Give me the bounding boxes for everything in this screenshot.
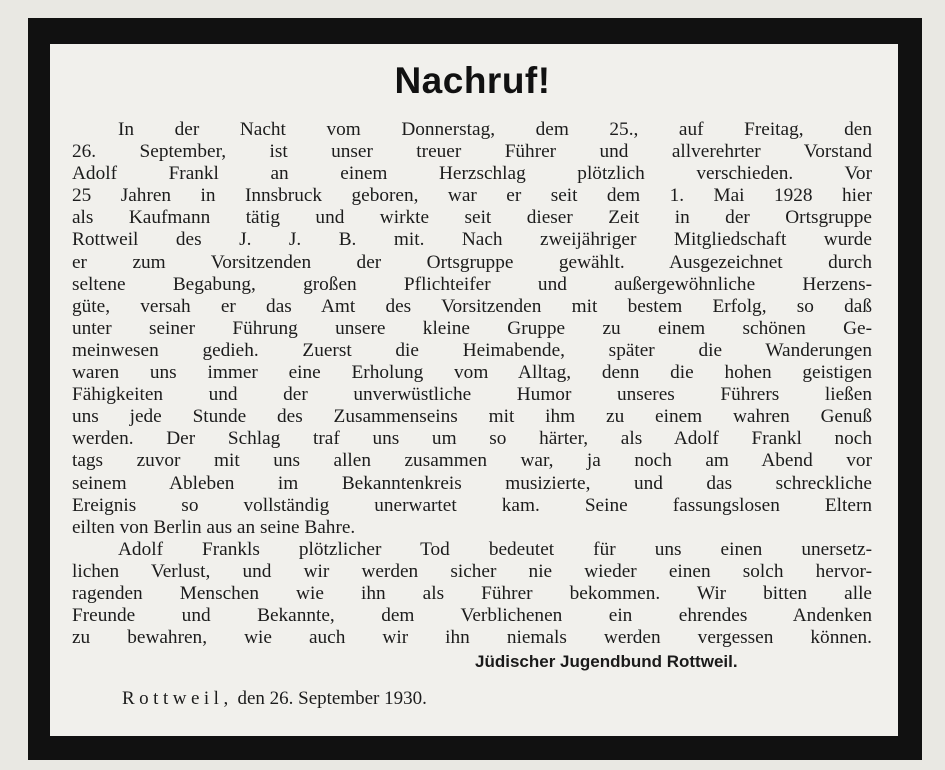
frame-top-border	[28, 18, 922, 44]
text-line: Adolf Frankls plötzlicher Tod bedeutet für uns einen unersetz-	[118, 538, 872, 560]
text-line: tags zuvor mit uns allen zusammen war, ja noch am Abend vor	[72, 450, 872, 472]
dateline	[122, 688, 427, 710]
notice-title: Nachruf!	[394, 60, 551, 101]
frame-right-border	[898, 18, 922, 760]
text-line: uns jede Stunde des Zusammenseins mit ihm zu einem wahren Genuß	[72, 406, 872, 428]
text-line: ragenden Menschen wie ihn als Führer bekommen. Wir bitten alle	[72, 582, 872, 604]
frame-bottom-border	[32, 736, 922, 760]
text-line: meinwesen gedieh. Zuerst die Heimabende, später die Wanderungen	[72, 339, 872, 361]
text-line: er zum Vorsitzenden der Ortsgruppe gewählt. Ausgezeichnet durch	[72, 251, 872, 273]
text-line: seinem Ableben im Bekanntenkreis musizierte, und das schreckliche	[72, 472, 872, 494]
dateline-place: Rottweil,	[122, 688, 233, 709]
text-line: Ereignis so vollständig unerwartet kam. Seine fassungslosen Eltern	[72, 494, 872, 516]
notice-body	[72, 119, 872, 649]
text-line: lichen Verlust, und wir werden sicher nie wieder einen solch hervor-	[72, 560, 872, 582]
text-line: werden. Der Schlag traf uns um so härter, als Adolf Frankl noch	[72, 428, 872, 450]
text-line: Fähigkeiten und der unverwüstliche Humor unseres Führers ließen	[72, 384, 872, 406]
text-line: eilten von Berlin aus an seine Bahre.	[72, 516, 356, 538]
text-line: Adolf Frankl an einem Herzschlag plötzlich verschieden. Vor	[72, 163, 872, 185]
dateline-date: den 26. September 1930.	[237, 688, 427, 709]
text-line: 26. September, ist unser treuer Führer und allverehrter Vorstand	[72, 141, 872, 163]
text-line: Freunde und Bekannte, dem Verblichenen ein ehrendes Andenken	[72, 605, 872, 627]
text-line: zu bewahren, wie auch wir ihn niemals werden vergessen können.	[72, 627, 872, 649]
text-line: Rottweil des J. J. B. mit. Nach zweijähriger Mitgliedschaft wurde	[72, 229, 872, 251]
frame-left-border	[28, 18, 50, 760]
text-line: seltene Begabung, großen Pflichteifer und außergewöhnliche Herzens-	[72, 273, 872, 295]
text-line: als Kaufmann tätig und wirkte seit dieser Zeit in der Ortsgruppe	[72, 207, 872, 229]
text-line: In der Nacht vom Donnerstag, dem 25., auf Freitag, den	[118, 119, 872, 140]
text-line: waren uns immer eine Erholung vom Alltag, denn die hohen geistigen	[72, 362, 872, 384]
text-line: unter seiner Führung unsere kleine Gruppe zu einem schönen Ge-	[72, 317, 872, 339]
text-line: güte, versah er das Amt des Vorsitzenden mit bestem Erfolg, so daß	[72, 295, 872, 317]
signature: Jüdischer Jugendbund Rottweil.	[475, 652, 738, 671]
text-line: 25 Jahren in Innsbruck geboren, war er seit dem 1. Mai 1928 hier	[72, 185, 872, 207]
